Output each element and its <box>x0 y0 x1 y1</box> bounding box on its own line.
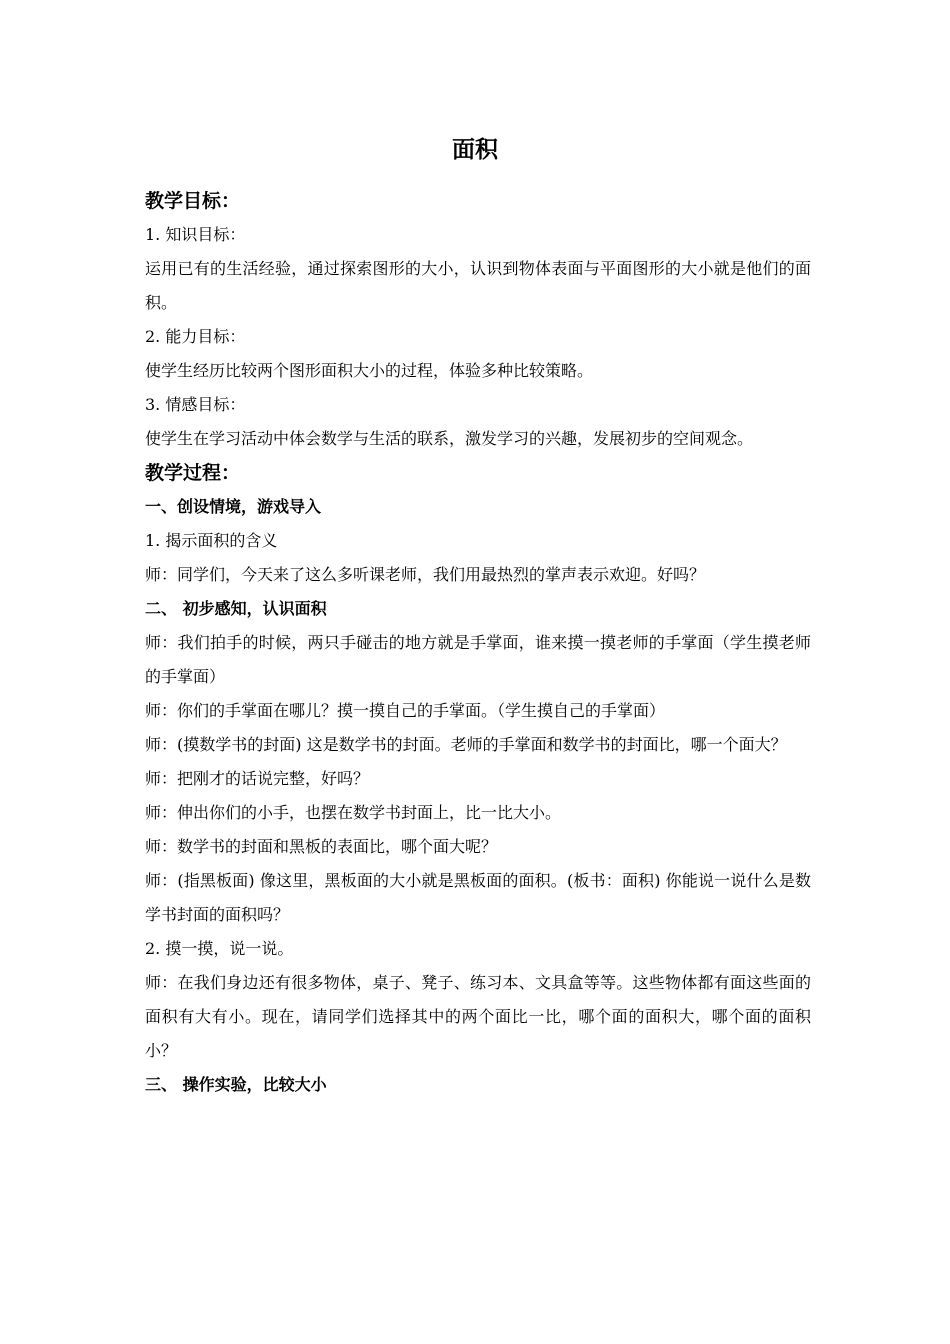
part2-line: 师：在我们身边还有很多物体，桌子、凳子、练习本、文具盒等等。这些物体都有面这些面的面积有大有小。现在，请同学们选择其中的两个面比一比，哪个面的面积大，哪个面的面积小？ <box>145 973 811 1060</box>
part2-line: 师：把刚才的话说完整，好吗？ <box>145 769 370 788</box>
part2-line: 师：(摸数学书的封面) 这是数学书的封面。老师的手掌面和数学书的封面比，哪一个面大？ <box>145 735 787 754</box>
objective-ability-label: 2. 能力目标： <box>145 327 246 346</box>
part2-heading: 二、 初步感知，认识面积 <box>145 599 327 618</box>
part1-heading: 一、创设情境，游戏导入 <box>145 497 322 516</box>
part1-line: 1. 揭示面积的含义 <box>145 531 278 550</box>
objectives-heading: 教学目标： <box>145 190 241 212</box>
part2-line: 师：数学书的封面和黑板的表面比，哪个面大呢？ <box>145 837 498 856</box>
objective-knowledge-text: 运用已有的生活经验，通过探索图形的大小，认识到物体表面与平面图形的大小就是他们的面积。 <box>145 259 811 312</box>
part2-line: 师：你们的手掌面在哪儿？摸一摸自己的手掌面。（学生摸自己的手掌面） <box>145 701 666 720</box>
part3-heading: 三、 操作实验，比较大小 <box>145 1075 327 1094</box>
part2-line: 师：伸出你们的小手，也摆在数学书封面上，比一比大小。 <box>145 803 562 822</box>
document-body <box>145 184 811 1102</box>
part2-line: 2. 摸一摸，说一说。 <box>145 939 294 958</box>
document-title: 面积 <box>452 137 498 163</box>
objective-knowledge-label: 1. 知识目标： <box>145 225 246 244</box>
part2-line: 师：(指黑板面) 像这里，黑板面的大小就是黑板面的面积。(板书：面积) 你能说一说什么是数学书封面的面积吗？ <box>145 871 811 924</box>
part2-line: 师：我们拍手的时候，两只手碰击的地方就是手掌面，谁来摸一摸老师的手掌面（学生摸老师的手掌面） <box>145 633 811 686</box>
objective-emotion-text: 使学生在学习活动中体会数学与生活的联系，激发学习的兴趣，发展初步的空间观念。 <box>145 429 754 448</box>
objective-ability-text: 使学生经历比较两个图形面积大小的过程，体验多种比较策略。 <box>145 361 594 380</box>
part1-line: 师：同学们，今天来了这么多听课老师，我们用最热烈的掌声表示欢迎。好吗？ <box>145 565 706 584</box>
process-heading: 教学过程： <box>145 462 241 484</box>
objective-emotion-label: 3. 情感目标： <box>145 395 246 414</box>
